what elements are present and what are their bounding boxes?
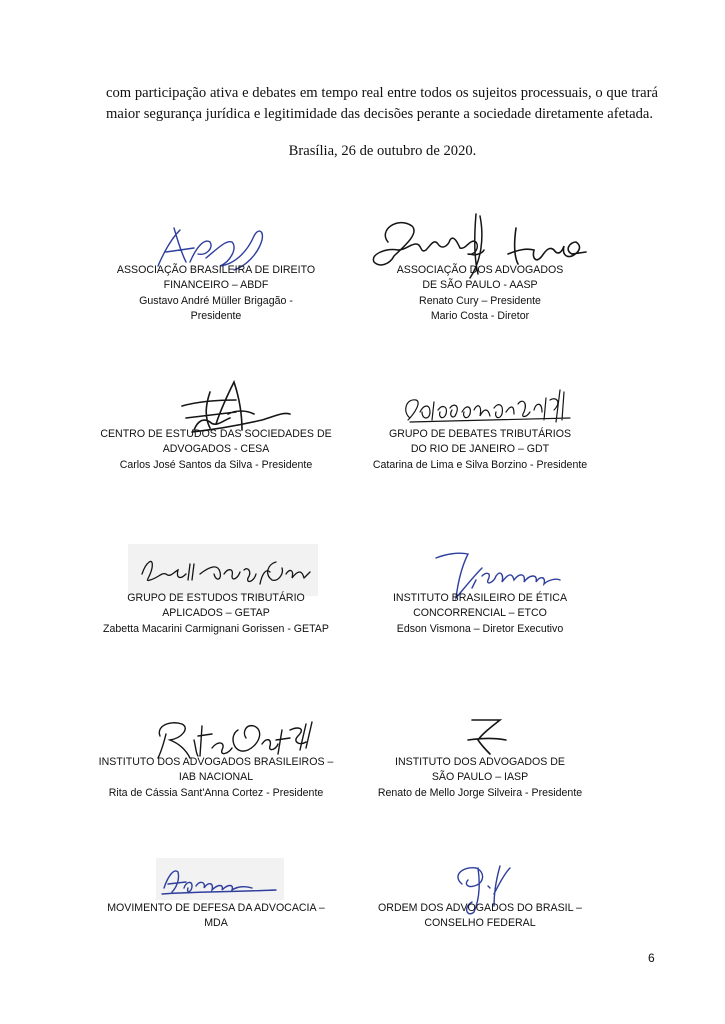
signatory-caption: [350, 591, 610, 637]
caption-line: Mario Costa - Diretor: [430, 309, 530, 322]
signature-block-mda: [86, 846, 346, 956]
signature-block-getap: [86, 536, 346, 646]
signature-block-abdf: [86, 208, 346, 322]
paragraph-line: maior segurança jurídica e legitimidade das decisões perante a sociedade diretamente afetada.: [106, 106, 654, 122]
closing-paragraph: [106, 83, 658, 125]
caption-line: CONCORRENCIAL – ETCO: [413, 607, 547, 620]
caption-line: CENTRO DE ESTUDOS DAS SOCIEDADES DE: [100, 428, 332, 440]
signatory-caption: [86, 901, 346, 932]
caption-line: ASSOCIAÇÃO DOS ADVOGADOS: [396, 264, 564, 276]
paragraph-line: com participação ativa e debates em tempo real entre todos os sujeitos processuais, o que trará: [106, 85, 658, 101]
signature-block-iasp: [350, 700, 610, 810]
caption-line: MOVIMENTO DE DEFESA DA ADVOCACIA –: [107, 902, 325, 914]
signatory-caption: [350, 263, 610, 324]
signature-block-aasp: [350, 208, 610, 322]
caption-line: DE SÃO PAULO - AASP: [422, 279, 538, 292]
signatory-caption: [350, 755, 610, 801]
signature-image: [156, 858, 284, 900]
caption-line: IAB NACIONAL: [178, 771, 254, 784]
caption-line: APLICADOS – GETAP: [162, 607, 270, 620]
caption-line: GRUPO DE DEBATES TRIBUTÁRIOS: [388, 428, 572, 440]
caption-line: Gustavo André Müller Brigagão -: [139, 294, 293, 307]
caption-line: FINANCEIRO – ABDF: [163, 279, 269, 292]
caption-line: INSTITUTO DOS ADVOGADOS BRASILEIROS –: [98, 756, 334, 768]
signature-block-iab: [86, 700, 346, 810]
caption-line: Catarina de Lima e Silva Borzino - Presidente: [372, 458, 588, 471]
caption-line: ADVOGADOS - CESA: [162, 443, 270, 456]
signatory-caption: [86, 591, 346, 637]
page-number: 6: [648, 951, 655, 965]
caption-line: INSTITUTO BRASILEIRO DE ÉTICA: [392, 592, 568, 604]
caption-line: Zabetta Macarini Carmignani Gorissen - GETAP: [103, 622, 329, 635]
signature-block-gdt: [350, 372, 610, 482]
caption-line: Renato Cury – Presidente: [419, 294, 541, 307]
signatory-caption: [350, 427, 610, 473]
caption-line: MDA: [204, 917, 228, 930]
caption-line: CONSELHO FEDERAL: [424, 917, 536, 930]
signatory-caption: [350, 901, 610, 932]
caption-line: Presidente: [190, 309, 242, 322]
caption-line: INSTITUTO DOS ADVOGADOS DE: [395, 756, 565, 768]
signature-block-oab: [350, 846, 610, 956]
signatory-caption: [86, 755, 346, 801]
caption-line: Renato de Mello Jorge Silveira - Presidente: [377, 786, 583, 799]
signature-image: [128, 544, 318, 596]
caption-line: Edson Vismona – Diretor Executivo: [396, 622, 564, 635]
caption-line: ASSOCIAÇÃO BRASILEIRA DE DIREITO: [116, 264, 316, 276]
date-line: Brasília, 26 de outubro de 2020.: [288, 143, 477, 159]
signature-block-cesa: [86, 372, 346, 482]
caption-line: GRUPO DE ESTUDOS TRIBUTÁRIO: [127, 592, 305, 604]
signature-block-etco: [350, 536, 610, 646]
signatory-caption: [86, 427, 346, 473]
caption-line: Rita de Cássia Sant'Anna Cortez - Presidente: [108, 786, 324, 799]
signatory-caption: [86, 263, 346, 324]
caption-line: Carlos José Santos da Silva - Presidente: [119, 458, 313, 471]
caption-line: ORDEM DOS ADVOGADOS DO BRASIL –: [378, 902, 582, 914]
caption-line: DO RIO DE JANEIRO – GDT: [410, 443, 550, 456]
caption-line: SÃO PAULO – IASP: [431, 771, 529, 784]
